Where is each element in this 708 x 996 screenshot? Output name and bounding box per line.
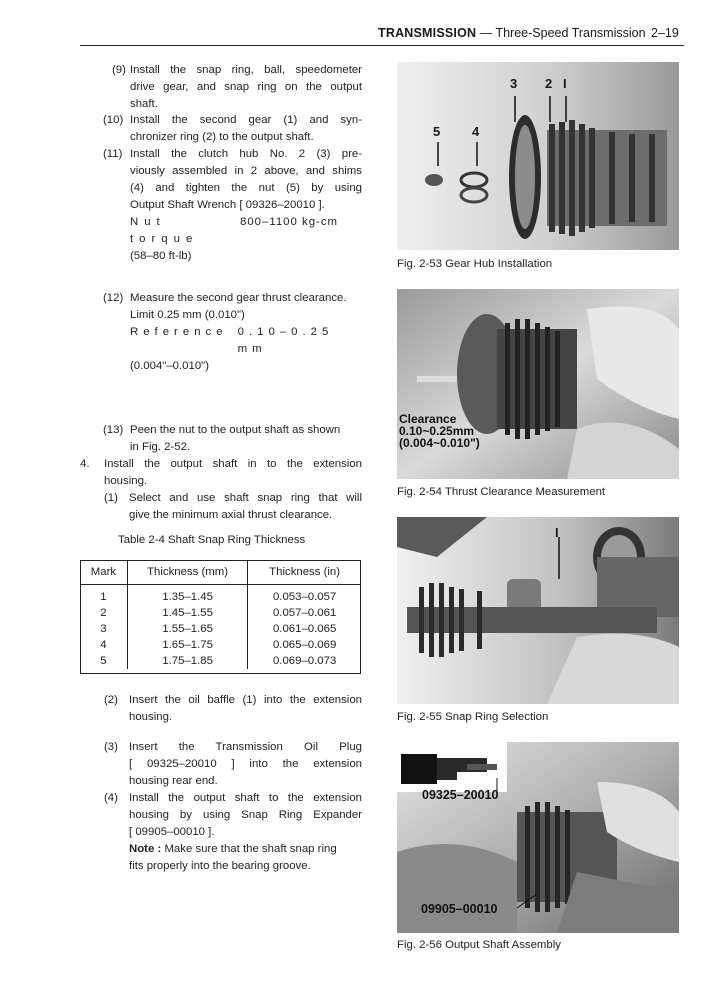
- step-line: housing by using Snap Ring Expander: [129, 809, 362, 821]
- step-4-4: [104, 790, 362, 875]
- step-line: Install the output shaft to the extension: [129, 792, 362, 804]
- step-line: Output Shaft Wrench [ 09326–20010 ].: [130, 199, 325, 211]
- running-header: [378, 26, 646, 40]
- step-line: Insert the Transmission Oil Plug: [129, 741, 362, 753]
- step-4-1: [104, 490, 362, 524]
- callout-4: 4: [472, 124, 480, 139]
- reference-value: 0.10–0.25 mm: [237, 326, 334, 355]
- table-header-row: [80, 560, 361, 585]
- step-line: give the minimum axial thrust clearance.: [129, 509, 333, 521]
- header-rule: [80, 45, 684, 46]
- callout-5: 5: [433, 124, 441, 139]
- table-caption: Table 2-4 Shaft Snap Ring Thickness: [118, 534, 306, 546]
- tool-label-expander: 09905–00010: [421, 902, 498, 916]
- callout-1: I: [563, 76, 567, 91]
- cell-mm: 1.45–1.55: [127, 605, 247, 621]
- step-number: (3): [104, 741, 118, 753]
- cell-mm: 1.65–1.75: [127, 637, 247, 653]
- torque-label: Nut torque: [130, 216, 199, 245]
- step-number: (4): [104, 792, 118, 804]
- step-9: [112, 62, 362, 113]
- section-title: TRANSMISSION: [378, 26, 477, 40]
- cell-in: 0.069–0.073: [272, 655, 337, 667]
- step-line: Insert the oil baffle (1) into the extension: [129, 694, 362, 706]
- step-line: shaft.: [130, 98, 158, 110]
- clearance-mm: 0.10~0.25mm: [399, 424, 475, 438]
- reference-label: Reference: [130, 326, 228, 338]
- step-line: Install the second gear (1) and syn-: [130, 114, 362, 126]
- cell-mm: 1.75–1.85: [127, 653, 247, 669]
- gear-hub-photo: [397, 62, 679, 250]
- step-line: Limit 0.25 mm (0.010"): [130, 309, 245, 321]
- page-number: 2–19: [651, 26, 679, 40]
- step-10: [103, 112, 362, 146]
- step-line: housing rear end.: [129, 775, 218, 787]
- step-line: housing.: [104, 475, 148, 487]
- step-line: [ 09905–00010 ].: [129, 826, 215, 838]
- step-line: Install the snap ring, ball, speedometer: [130, 64, 362, 76]
- cell-mark: 5: [80, 653, 127, 669]
- col-header: Thickness (in): [248, 560, 361, 585]
- step-line: viously assembled in 2 above, and shims: [130, 165, 362, 177]
- cell-mark: 2: [80, 605, 127, 621]
- cell-mark: 4: [80, 637, 127, 653]
- figure-2-55: [397, 517, 679, 704]
- step-line: Measure the second gear thrust clearance.: [130, 292, 347, 304]
- snap-ring-table: [80, 560, 361, 669]
- col-header: Mark: [80, 560, 127, 585]
- step-12: [103, 290, 362, 324]
- callout-2: 2: [545, 76, 553, 91]
- col-header: Thickness (mm): [127, 560, 247, 585]
- step-line: in Fig. 2-52.: [130, 441, 191, 453]
- clearance-in: (0.004~0.010"): [399, 436, 480, 450]
- cell-mark: 1: [80, 589, 127, 605]
- step-13: [103, 422, 362, 456]
- callout-1: I: [555, 525, 559, 540]
- tool-label-oil-plug: 09325–20010: [422, 788, 499, 802]
- cell-mm: 1.35–1.45: [127, 589, 247, 605]
- table-row: [80, 605, 361, 621]
- step-line: Install the output shaft in to the extension: [104, 458, 362, 470]
- step-number: (9): [112, 64, 126, 76]
- note-line: [129, 841, 362, 858]
- cell-in: 0.061–0.065: [272, 623, 337, 635]
- torque-value: 800–1100 kg-cm: [240, 216, 339, 228]
- step-line: Install the clutch hub No. 2 (3) pre-: [130, 148, 362, 160]
- cell-mark: 3: [80, 621, 127, 637]
- figure-2-54: [397, 289, 679, 479]
- reference-spec: [130, 324, 362, 375]
- step-number: (13): [103, 424, 124, 436]
- figure-2-53: [397, 62, 679, 250]
- step-line: Peen the nut to the output shaft as shown: [130, 424, 341, 436]
- figure-2-56: [397, 742, 679, 933]
- torque-spec: [130, 214, 362, 265]
- step-line: (4) and tighten the nut (5) by using: [130, 182, 362, 194]
- table-row: [80, 637, 361, 653]
- step-11: [103, 146, 362, 214]
- cell-in: 0.057–0.061: [272, 607, 337, 619]
- cell-mm: 1.55–1.65: [127, 621, 247, 637]
- step-number: (12): [103, 292, 124, 304]
- snap-ring-selection-photo: [397, 517, 679, 704]
- step-line: chronizer ring (2) to the output shaft.: [130, 131, 314, 143]
- step-number: (11): [103, 148, 123, 160]
- callout-3: 3: [510, 76, 518, 91]
- step-number: (10): [103, 114, 124, 126]
- step-line: [ 09325–20010 ] into the extension: [129, 758, 362, 770]
- note-text: Make sure that the shaft snap ring: [161, 843, 337, 855]
- note-line-2: fits properly into the bearing groove.: [129, 860, 311, 872]
- cell-in: 0.053–0.057: [272, 591, 337, 603]
- step-number: (2): [104, 694, 118, 706]
- caption-2-53: Fig. 2-53 Gear Hub Installation: [397, 258, 553, 270]
- step-4-2: [104, 692, 362, 726]
- clearance-label: Clearance: [399, 412, 457, 426]
- step-line: Select and use shaft snap ring that will: [129, 492, 362, 504]
- cell-in: 0.065–0.069: [272, 639, 337, 651]
- caption-2-54: Fig. 2-54 Thrust Clearance Measurement: [397, 486, 606, 498]
- reference-alt: (0.004"–0.010"): [130, 360, 210, 372]
- step-line: housing.: [129, 711, 173, 723]
- step-number: 4.: [80, 458, 90, 470]
- table-row: [80, 653, 361, 669]
- thrust-clearance-photo: [397, 289, 679, 479]
- table-row: [80, 621, 361, 637]
- clearance-callout: [399, 413, 480, 449]
- note-label: Note :: [129, 843, 162, 855]
- caption-2-56: Fig. 2-56 Output Shaft Assembly: [397, 939, 561, 951]
- step-line: drive gear, and snap ring on the output: [130, 81, 362, 93]
- step-4: [80, 456, 362, 490]
- section-subtitle: — Three-Speed Transmission: [476, 26, 646, 40]
- step-number: (1): [104, 492, 118, 504]
- torque-alt: (58–80 ft-lb): [130, 250, 192, 262]
- caption-2-55: Fig. 2-55 Snap Ring Selection: [397, 711, 549, 723]
- step-4-3: [104, 739, 362, 790]
- table-row: [80, 589, 361, 605]
